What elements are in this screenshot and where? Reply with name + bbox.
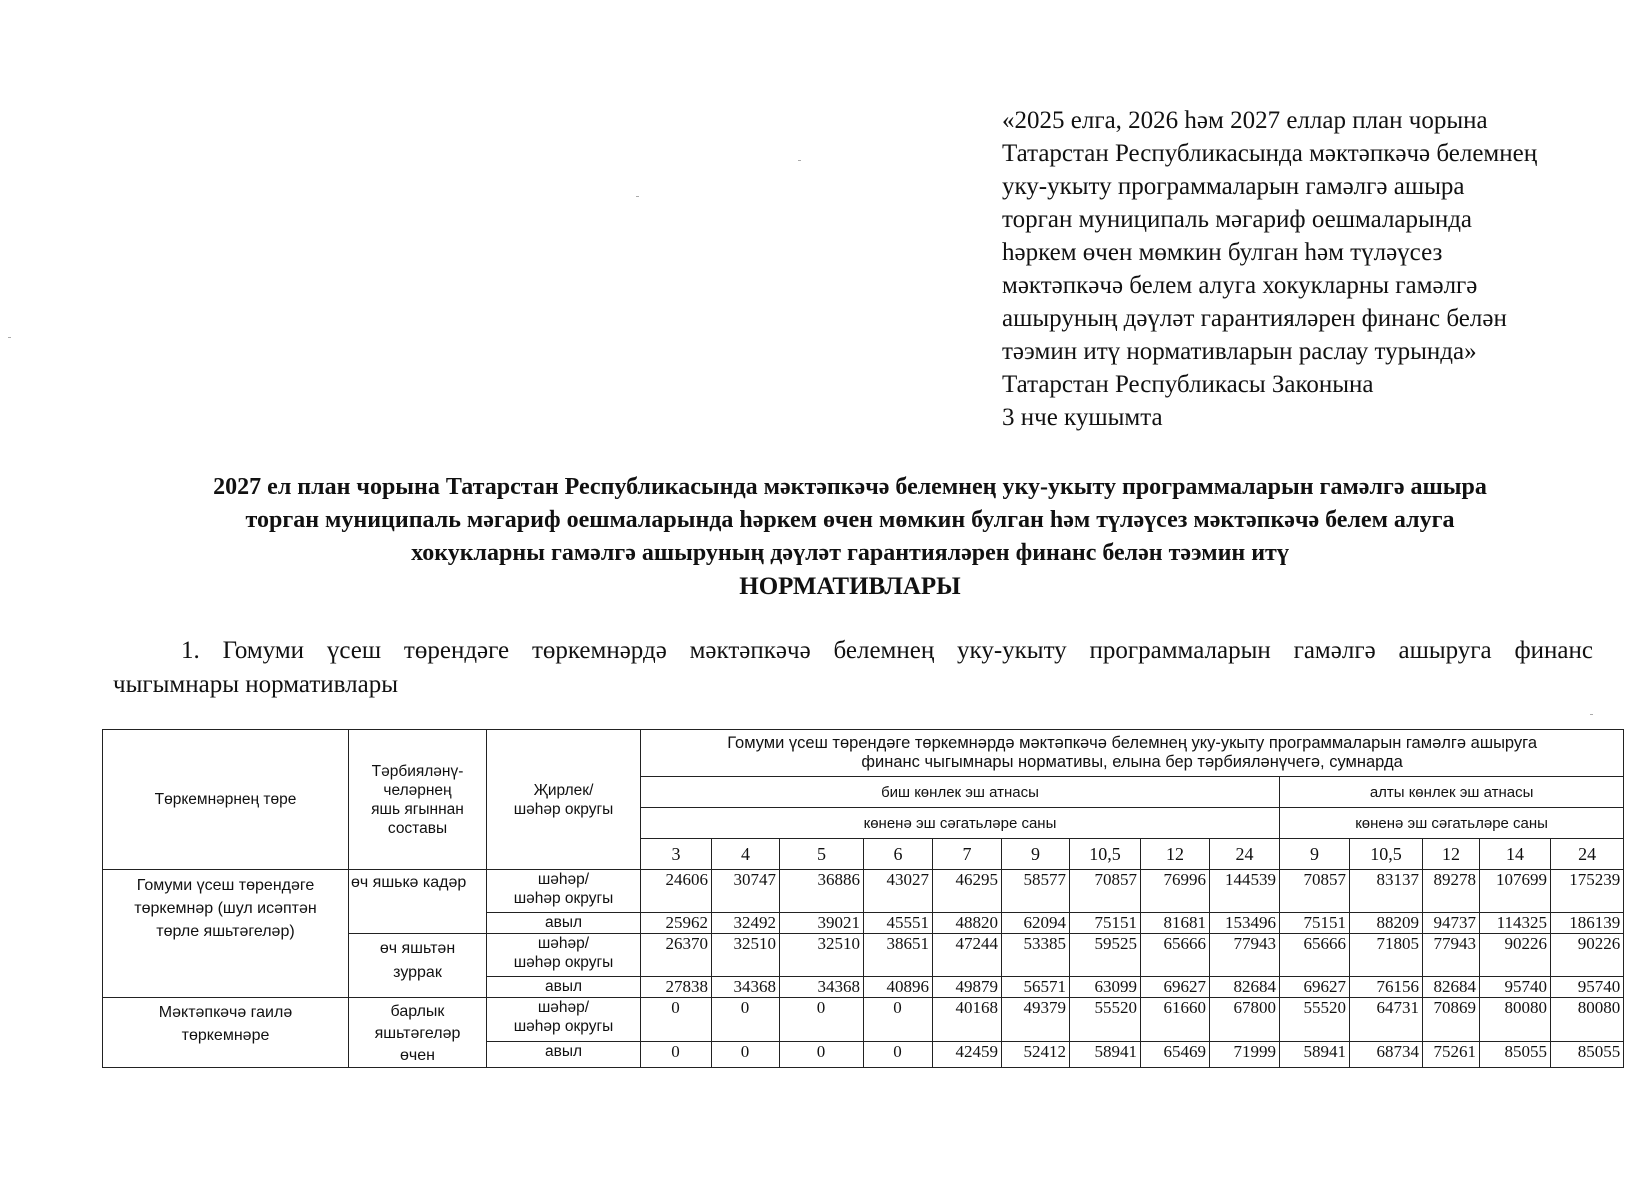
- value-cell: 55520: [1280, 998, 1350, 1042]
- appendix-line: 3 нче кушымта: [1002, 404, 1163, 431]
- row-group-line: төркемнәре: [181, 1027, 270, 1044]
- value-cell: 70857: [1070, 870, 1141, 913]
- header-age-line: челәрнең: [383, 781, 452, 799]
- value-cell: 25962: [641, 913, 712, 934]
- value-cell: 114325: [1480, 913, 1551, 934]
- appendix-line: торган муниципаль мәгариф оешмаларында: [1002, 206, 1473, 233]
- value-cell: 83137: [1350, 870, 1423, 913]
- value-cell: 34368: [780, 977, 864, 998]
- header-age-line: составы: [387, 819, 448, 837]
- value-cell: 89278: [1423, 870, 1480, 913]
- header-hours-cell: 7: [933, 839, 1002, 870]
- row-group-line: төрле яшьтәгеләр): [156, 923, 295, 940]
- value-cell: 75261: [1423, 1042, 1480, 1068]
- value-cell: 65666: [1280, 934, 1350, 977]
- value-cell: 45551: [864, 913, 933, 934]
- appendix-line: уку-укыту программаларын гамәлгә ашыра: [1002, 173, 1465, 200]
- scan-speck: [798, 160, 801, 161]
- value-cell: 82684: [1423, 977, 1480, 998]
- value-cell: 88209: [1350, 913, 1423, 934]
- header-age-line: яшь ягыннан: [371, 800, 464, 818]
- section-line: чыгымнары нормативлары: [113, 671, 399, 698]
- appendix-line: тәэмин итү нормативларын раслау турында»: [1002, 338, 1477, 365]
- header-hours-cell: 14: [1480, 839, 1551, 870]
- row-group-line: Мәктәпкәчә гаилә: [158, 1004, 293, 1021]
- value-cell: 36886: [780, 870, 864, 913]
- row-settlement: авыл: [487, 977, 641, 998]
- value-cell: 40168: [933, 998, 1002, 1042]
- header-hours-cell: 4: [712, 839, 780, 870]
- value-cell: 52412: [1002, 1042, 1070, 1068]
- appendix-line: «2025 елга, 2026 һәм 2027 еллар план чорына: [1002, 107, 1488, 134]
- header-hours-label: көненә эш сәгатьләре саны: [1280, 808, 1624, 839]
- appendix-note: [1002, 104, 1602, 434]
- value-cell: 56571: [1002, 977, 1070, 998]
- value-cell: 153496: [1210, 913, 1280, 934]
- value-cell: 49879: [933, 977, 1002, 998]
- header-hours-cell: 10,5: [1070, 839, 1141, 870]
- row-age-line: өчен: [400, 1047, 435, 1064]
- value-cell: 144539: [1210, 870, 1280, 913]
- header-hours-cell: 24: [1210, 839, 1280, 870]
- title-line: торган муниципаль мәгариф оешмаларында һәркем өчен мөмкин булган һәм түләүсез мәктәпкәчә белем алуга: [245, 507, 1455, 533]
- header-hours-cell: 9: [1280, 839, 1350, 870]
- value-cell: 0: [641, 1042, 712, 1068]
- value-cell: 69627: [1141, 977, 1210, 998]
- value-cell: 27838: [641, 977, 712, 998]
- value-cell: 77943: [1423, 934, 1480, 977]
- appendix-line: Татарстан Республикасында мәктәпкәчә белемнең: [1002, 140, 1538, 167]
- value-cell: 80080: [1551, 998, 1624, 1042]
- value-cell: 81681: [1141, 913, 1210, 934]
- row-settlement-line: шәһәр/: [537, 935, 590, 952]
- title-line: хокукларны гамәлгә ашыруның дәүләт гарантияләрен финанс белән тәэмин итү: [411, 540, 1289, 566]
- header-hours-cell: 12: [1141, 839, 1210, 870]
- value-cell: 38651: [864, 934, 933, 977]
- value-cell: 71999: [1210, 1042, 1280, 1068]
- header-age-composition: [349, 730, 487, 870]
- header-hours-cell: 6: [864, 839, 933, 870]
- document-title: [110, 471, 1590, 603]
- value-cell: 30747: [712, 870, 780, 913]
- scan-speck: [636, 196, 639, 197]
- value-cell: 34368: [712, 977, 780, 998]
- row-settlement: [487, 934, 641, 977]
- value-cell: 80080: [1480, 998, 1551, 1042]
- row-group-line: төркемнәр (шул исәптән: [134, 900, 317, 917]
- value-cell: 0: [864, 998, 933, 1042]
- row-settlement-line: шәһәр округы: [513, 890, 614, 907]
- value-cell: 32510: [780, 934, 864, 977]
- value-cell: 0: [641, 998, 712, 1042]
- header-hours-cell: 12: [1423, 839, 1480, 870]
- row-age: [349, 998, 487, 1068]
- header-settlement: [487, 730, 641, 870]
- row-age-line: зуррак: [393, 964, 442, 981]
- value-cell: 67800: [1210, 998, 1280, 1042]
- value-cell: 53385: [1002, 934, 1070, 977]
- table-row: [103, 870, 1624, 913]
- header-hours-cell: 9: [1002, 839, 1070, 870]
- header-six-day-week: алты көнлек эш атнасы: [1280, 777, 1624, 808]
- value-cell: 175239: [1551, 870, 1624, 913]
- title-heading: НОРМАТИВЛАРЫ: [739, 573, 961, 600]
- value-cell: 75151: [1280, 913, 1350, 934]
- value-cell: 70869: [1423, 998, 1480, 1042]
- value-cell: 32510: [712, 934, 780, 977]
- value-cell: 94737: [1423, 913, 1480, 934]
- row-settlement: авыл: [487, 913, 641, 934]
- value-cell: 42459: [933, 1042, 1002, 1068]
- row-settlement: авыл: [487, 1042, 641, 1068]
- value-cell: 63099: [1070, 977, 1141, 998]
- value-cell: 26370: [641, 934, 712, 977]
- value-cell: 82684: [1210, 977, 1280, 998]
- header-hours-cell: 24: [1551, 839, 1624, 870]
- value-cell: 46295: [933, 870, 1002, 913]
- value-cell: 32492: [712, 913, 780, 934]
- header-hours-cell: 10,5: [1350, 839, 1423, 870]
- value-cell: 0: [780, 998, 864, 1042]
- value-cell: 65469: [1141, 1042, 1210, 1068]
- value-cell: 59525: [1070, 934, 1141, 977]
- value-cell: 95740: [1480, 977, 1551, 998]
- row-group-line: Гомуми үсеш төрендәге: [136, 877, 315, 894]
- value-cell: 24606: [641, 870, 712, 913]
- value-cell: 186139: [1551, 913, 1624, 934]
- row-age-line: өч яшьтән: [379, 940, 456, 957]
- value-cell: 69627: [1280, 977, 1350, 998]
- value-cell: 55520: [1070, 998, 1141, 1042]
- value-cell: 70857: [1280, 870, 1350, 913]
- value-cell: 85055: [1480, 1042, 1551, 1068]
- section-line: 1. Гомуми үсеш төрендәге төркемнәрдә мәктәпкәчә белемнең уку-укыту программаларын гамәлгә ашыруга финанс: [181, 637, 1593, 664]
- title-line: 2027 ел план чорына Татарстан Республикасында мәктәпкәчә белемнең уку-укыту программаларын гамәлгә ашыра: [213, 474, 1487, 500]
- header-main-line: Гомуми үсеш төрендәге төркемнәрдә мәктәпкәчә белемнең уку-укыту программаларын гамәлгә ашыруга: [727, 734, 1538, 752]
- value-cell: 0: [864, 1042, 933, 1068]
- scan-speck: [1590, 714, 1593, 715]
- section-heading: [113, 634, 1593, 702]
- value-cell: 90226: [1480, 934, 1551, 977]
- header-settlement-line: Җирлек/: [533, 781, 594, 799]
- row-age-line: яшьтәгеләр: [374, 1025, 461, 1042]
- value-cell: 58941: [1070, 1042, 1141, 1068]
- value-cell: 48820: [933, 913, 1002, 934]
- value-cell: 61660: [1141, 998, 1210, 1042]
- row-settlement-line: шәһәр/: [537, 999, 590, 1016]
- row-settlement-line: шәһәр округы: [513, 954, 614, 971]
- header-main-line: финанс чыгымнары нормативы, елына бер тәрбияләнүчегә, сумнарда: [861, 753, 1403, 771]
- value-cell: 90226: [1551, 934, 1624, 977]
- value-cell: 0: [712, 998, 780, 1042]
- value-cell: 43027: [864, 870, 933, 913]
- value-cell: 58941: [1280, 1042, 1350, 1068]
- row-age: [349, 934, 487, 998]
- row-settlement-line: шәһәр округы: [513, 1018, 614, 1035]
- appendix-line: Татарстан Республикасы Законына: [1002, 371, 1374, 398]
- value-cell: 65666: [1141, 934, 1210, 977]
- value-cell: 49379: [1002, 998, 1070, 1042]
- value-cell: 77943: [1210, 934, 1280, 977]
- header-hours-cell: 5: [780, 839, 864, 870]
- row-group-type: [103, 870, 349, 998]
- value-cell: 0: [780, 1042, 864, 1068]
- header-settlement-line: шәһәр округы: [513, 800, 614, 818]
- value-cell: 71805: [1350, 934, 1423, 977]
- value-cell: 62094: [1002, 913, 1070, 934]
- value-cell: 40896: [864, 977, 933, 998]
- value-cell: 64731: [1350, 998, 1423, 1042]
- table-row: [103, 998, 1624, 1042]
- header-age-line: Тәрбияләнү-: [371, 762, 464, 780]
- value-cell: 47244: [933, 934, 1002, 977]
- row-settlement: [487, 870, 641, 913]
- value-cell: 68734: [1350, 1042, 1423, 1068]
- header-main: [641, 730, 1624, 777]
- header-hours-label: көненә эш сәгатьләре саны: [641, 808, 1280, 839]
- value-cell: 58577: [1002, 870, 1070, 913]
- appendix-line: мәктәпкәчә белем алуга хокукларны гамәлгә: [1002, 272, 1478, 299]
- value-cell: 107699: [1480, 870, 1551, 913]
- row-group-type: [103, 998, 349, 1068]
- value-cell: 76156: [1350, 977, 1423, 998]
- value-cell: 39021: [780, 913, 864, 934]
- value-cell: 75151: [1070, 913, 1141, 934]
- scan-speck: [8, 337, 11, 338]
- appendix-line: ашыруның дәүләт гарантияләрен финанс белән: [1002, 305, 1507, 332]
- header-group-type: Төркемнәрнең төре: [103, 730, 349, 870]
- row-age-line: барлык: [390, 1003, 445, 1020]
- value-cell: 0: [712, 1042, 780, 1068]
- norms-table: [102, 729, 1624, 1068]
- row-age: өч яшькә кадәр: [349, 870, 487, 934]
- value-cell: 76996: [1141, 870, 1210, 913]
- appendix-line: һәркем өчен мөмкин булган һәм түләүсез: [1002, 239, 1443, 266]
- header-five-day-week: биш көнлек эш атнасы: [641, 777, 1280, 808]
- value-cell: 85055: [1551, 1042, 1624, 1068]
- row-settlement-line: шәһәр/: [537, 871, 590, 888]
- row-settlement: [487, 998, 641, 1042]
- header-hours-cell: 3: [641, 839, 712, 870]
- value-cell: 95740: [1551, 977, 1624, 998]
